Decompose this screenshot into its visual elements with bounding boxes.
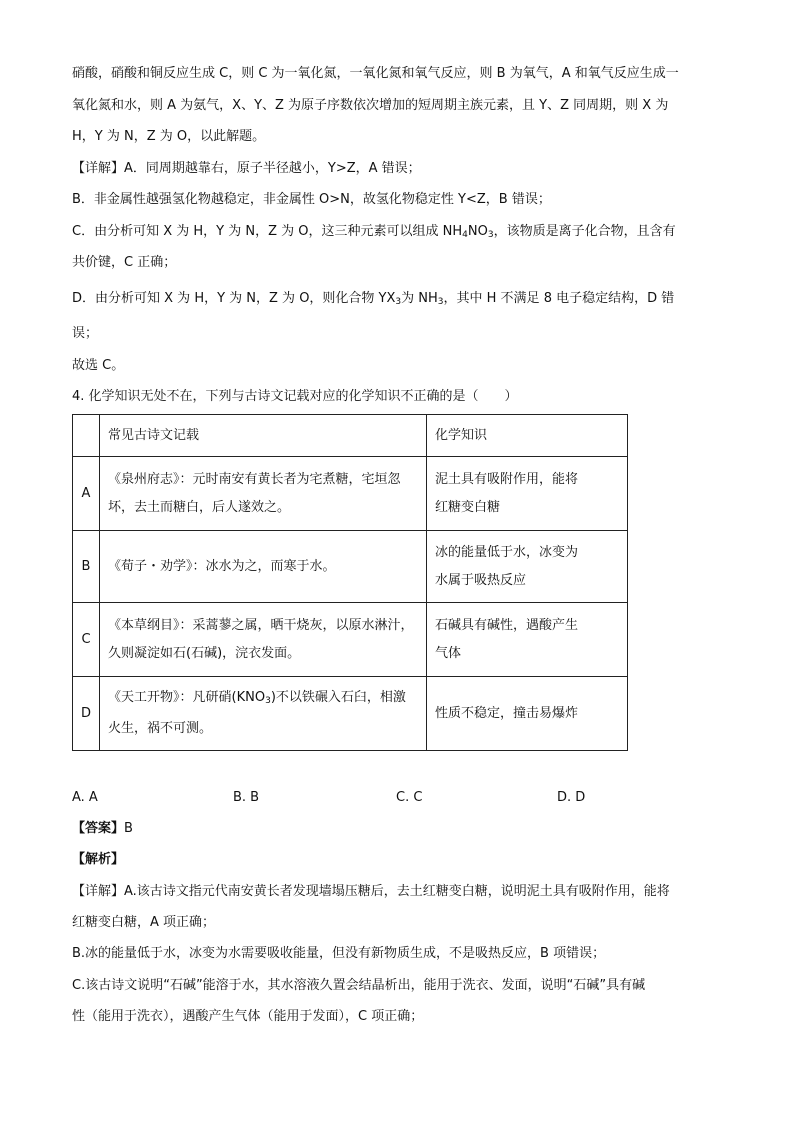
- detail-d-text: ，其中 H 不满足 8 电子稳定结构，D 错: [443, 291, 675, 306]
- poem-line: 《泉州府志》：元时南安有黄长者为宅煮糖，宅垣忽: [108, 471, 401, 487]
- table-header-knowledge: 化学知识: [427, 415, 628, 457]
- detail-c-line-2: 共价键，C 正确；: [72, 255, 177, 270]
- poem-sub: 3: [265, 696, 271, 706]
- knowledge-line: 冰的能量低于水，冰变为: [435, 544, 579, 560]
- detail-c-text: NO: [467, 224, 488, 239]
- knowledge-line: 石碱具有碱性，遇酸产生: [435, 617, 579, 633]
- row-label: B: [73, 531, 100, 603]
- detail-c-line-1: [72, 222, 676, 245]
- conclusion: 故选 C。: [72, 358, 125, 373]
- row-label: A: [73, 457, 100, 531]
- knowledge-cell: [427, 603, 628, 677]
- explain-b: B.冰的能量低于水，冰变为水需要吸收能量，但没有新物质生成，不是吸热反应，B 项错误；: [72, 946, 606, 961]
- knowledge-cell: [427, 531, 628, 603]
- table-header-row: [73, 415, 628, 457]
- table-row: [73, 677, 628, 751]
- knowledge-line: 气体: [435, 645, 462, 661]
- detail-b: B．非金属性越强氢化物越稳定，非金属性 O>N，故氢化物稳定性 Y<Z，B 错误；: [72, 192, 551, 207]
- knowledge-line: 性质不稳定，撞击易爆炸: [435, 705, 579, 721]
- intro-line-1: 硝酸，硝酸和铜反应生成 C，则 C 为一氧化氮，一氧化氮和氧气反应，则 B 为氧气，A 和氧气反应生成一: [72, 66, 679, 81]
- knowledge-cell: [427, 457, 628, 531]
- detail-d-line-1: [72, 289, 674, 312]
- table-cell: [73, 415, 100, 457]
- question-table: [72, 414, 628, 751]
- intro-line-2: 氧化氮和水，则 A 为氨气，X、Y、Z 为原子序数依次增加的短周期主族元素，且 Y、Z 同周期，则 X 为: [72, 98, 669, 113]
- poem-line: [108, 684, 418, 715]
- poem-cell: [100, 603, 427, 677]
- detail-c-sub: 3: [487, 230, 494, 240]
- poem-cell: [100, 531, 427, 603]
- table-row: [73, 603, 628, 677]
- knowledge-line: 红糖变白糖: [435, 499, 501, 515]
- poem-text: 《天工开物》：凡研硝(KNO: [108, 690, 266, 705]
- answer-line: [72, 819, 133, 839]
- answer-value: B: [124, 821, 133, 836]
- knowledge-cell: [427, 677, 628, 751]
- analysis-label: 【解析】: [72, 852, 125, 867]
- explain-c-line-1: C.该古诗文说明“石碱”能溶于水，其水溶液久置会结晶析出，能用于洗衣、发面，说明“石碱”具有碱: [72, 978, 646, 993]
- option-c[interactable]: C. C: [396, 790, 423, 805]
- detail-c-text: ，该物质是离子化合物，且含有: [493, 224, 676, 239]
- detail-d-sub: 3: [437, 297, 444, 307]
- explain-a-line-2: 红糖变白糖，A 项正确；: [72, 915, 216, 930]
- poem-cell: [100, 457, 427, 531]
- option-d[interactable]: D. D: [557, 790, 586, 805]
- row-label: D: [73, 677, 100, 751]
- knowledge-line: 水属于吸热反应: [435, 572, 527, 588]
- poem-line: 火生，祸不可测。: [108, 721, 213, 736]
- table-row: [73, 531, 628, 603]
- poem-line: 坏，去土而糖白，后人遂效之。: [108, 499, 291, 515]
- detail-c-sub: 4: [462, 230, 468, 240]
- question-stem: 4. 化学知识无处不在，下列与古诗文记载对应的化学知识不正确的是（ ）: [72, 389, 518, 404]
- detail-d-sub: 3: [395, 297, 402, 307]
- answer-label: 【答案】: [72, 821, 125, 836]
- detail-a: 【详解】A．同周期越靠右，原子半径越小，Y>Z，A 错误；: [72, 161, 421, 176]
- option-a[interactable]: A. A: [72, 790, 98, 805]
- poem-cell: [100, 677, 427, 751]
- explain-a-line-1: 【详解】A.该古诗文指元代南安黄长者发现墙塌压糖后，去土红糖变白糖，说明泥土具有吸附作用，能将: [72, 884, 670, 899]
- explain-c-line-2: 性（能用于洗衣），遇酸产生气体（能用于发面），C 项正确；: [72, 1009, 424, 1024]
- intro-line-3: H，Y 为 N，Z 为 O，以此解题。: [72, 129, 266, 144]
- detail-d-text: D．由分析可知 X 为 H，Y 为 N，Z 为 O，则化合物 YX: [72, 291, 396, 306]
- poem-line: 久则凝淀如石(石碱)，浣衣发面。: [108, 645, 301, 661]
- detail-d-text: 为 NH: [401, 291, 438, 306]
- table-header-poem: 常见古诗文记载: [100, 415, 427, 457]
- table-row: [73, 457, 628, 531]
- poem-line: 《荀子・劝学》：冰水为之，而寒于水。: [108, 558, 336, 574]
- poem-line: 《本草纲目》：采蒿蓼之属，晒干烧灰，以原水淋汁，: [108, 617, 414, 633]
- row-label: C: [73, 603, 100, 677]
- option-b[interactable]: B. B: [233, 790, 260, 805]
- poem-text: )不以铁碾入石臼，相激: [270, 690, 406, 705]
- detail-c-text: C．由分析可知 X 为 H，Y 为 N，Z 为 O，这三种元素可以组成 NH: [72, 224, 463, 239]
- detail-d-line-2: 误；: [72, 326, 99, 341]
- knowledge-line: 泥土具有吸附作用，能将: [435, 471, 579, 487]
